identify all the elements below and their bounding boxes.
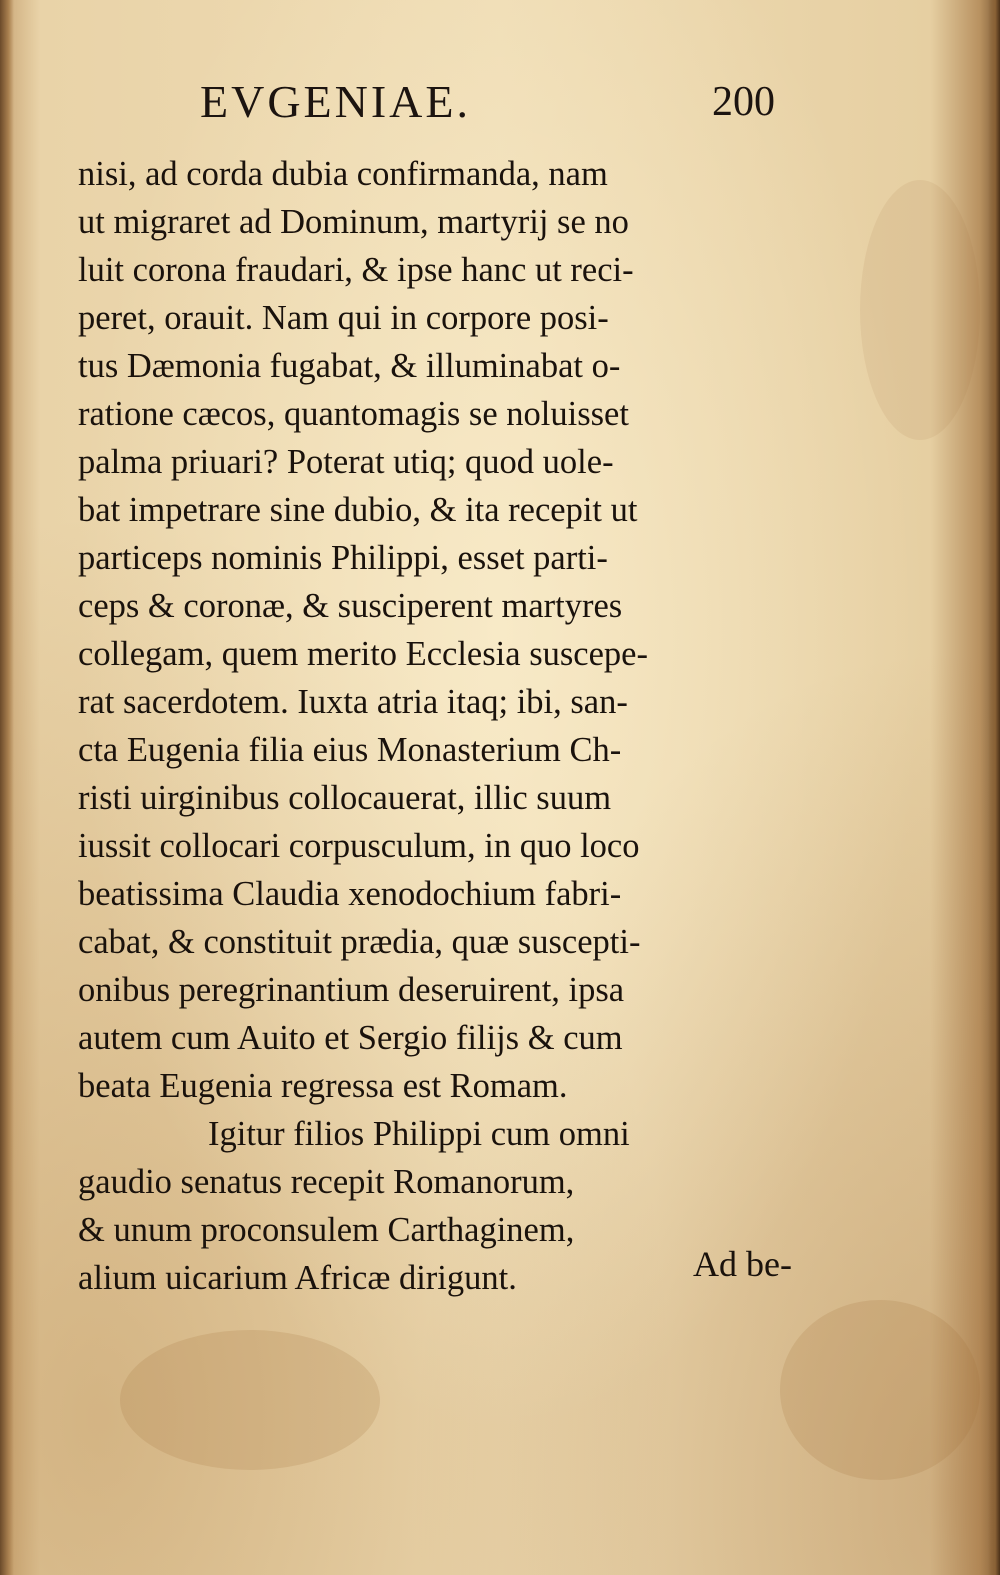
paragraph-2 (78, 1110, 798, 1302)
text-line: risti uirginibus collocauerat, illic suum (78, 779, 612, 817)
page-left-edge (0, 0, 14, 1575)
catchword: Ad be- (693, 1244, 792, 1284)
text-line: autem cum Auito et Sergio filijs & cum (78, 1019, 623, 1057)
text-line: ratione cæcos, quantomagis se noluisset (78, 395, 629, 433)
text-line: iussit collocari corpusculum, in quo loco (78, 827, 640, 865)
running-title: EVGENIAE. (200, 76, 471, 127)
text-line: luit corona fraudari, & ipse hanc ut reci- (78, 251, 634, 289)
text-line: onibus peregrinantium deseruirent, ipsa (78, 971, 625, 1009)
text-line: ut migraret ad Dominum, martyrij se no (78, 203, 629, 241)
text-line: ceps & coronæ, & susciperent martyres (78, 587, 623, 625)
text-line: cta Eugenia filia eius Monasterium Ch- (78, 731, 622, 769)
folio-number: 200 (712, 79, 775, 125)
text-line: palma priuari? Poterat utiq; quod uole- (78, 443, 614, 481)
text-line: peret, orauit. Nam qui in corpore posi- (78, 299, 609, 337)
foxing-stain (780, 1300, 980, 1480)
text-line: particeps nominis Philippi, esset parti- (78, 539, 608, 577)
foxing-stain (120, 1330, 380, 1470)
running-header (200, 72, 775, 142)
text-line: Igitur filios Philippi cum omni (208, 1115, 630, 1153)
text-line: bat impetrare sine dubio, & ita recepit ut (78, 491, 638, 529)
text-line: nisi, ad corda dubia confirmanda, nam (78, 155, 608, 193)
text-line: tus Dæmonia fugabat, & illuminabat o- (78, 347, 621, 385)
text-line: collegam, quem merito Ecclesia suscepe- (78, 635, 648, 673)
text-line: alium uicarium Africæ dirigunt. (78, 1259, 517, 1297)
paragraph-1 (78, 150, 798, 1110)
page-right-edge (988, 0, 1000, 1575)
text-line: cabat, & constituit prædia, quæ suscepti- (78, 923, 641, 961)
text-line: rat sacerdotem. Iuxta atria itaq; ibi, san- (78, 683, 628, 721)
text-line: beata Eugenia regressa est Romam. (78, 1067, 568, 1105)
text-line: gaudio senatus recepit Romanorum, (78, 1163, 575, 1201)
text-block (78, 150, 798, 1302)
foxing-stain (860, 180, 980, 440)
text-line: beatissima Claudia xenodochium fabri- (78, 875, 622, 913)
text-line: & unum proconsulem Carthaginem, (78, 1211, 575, 1249)
